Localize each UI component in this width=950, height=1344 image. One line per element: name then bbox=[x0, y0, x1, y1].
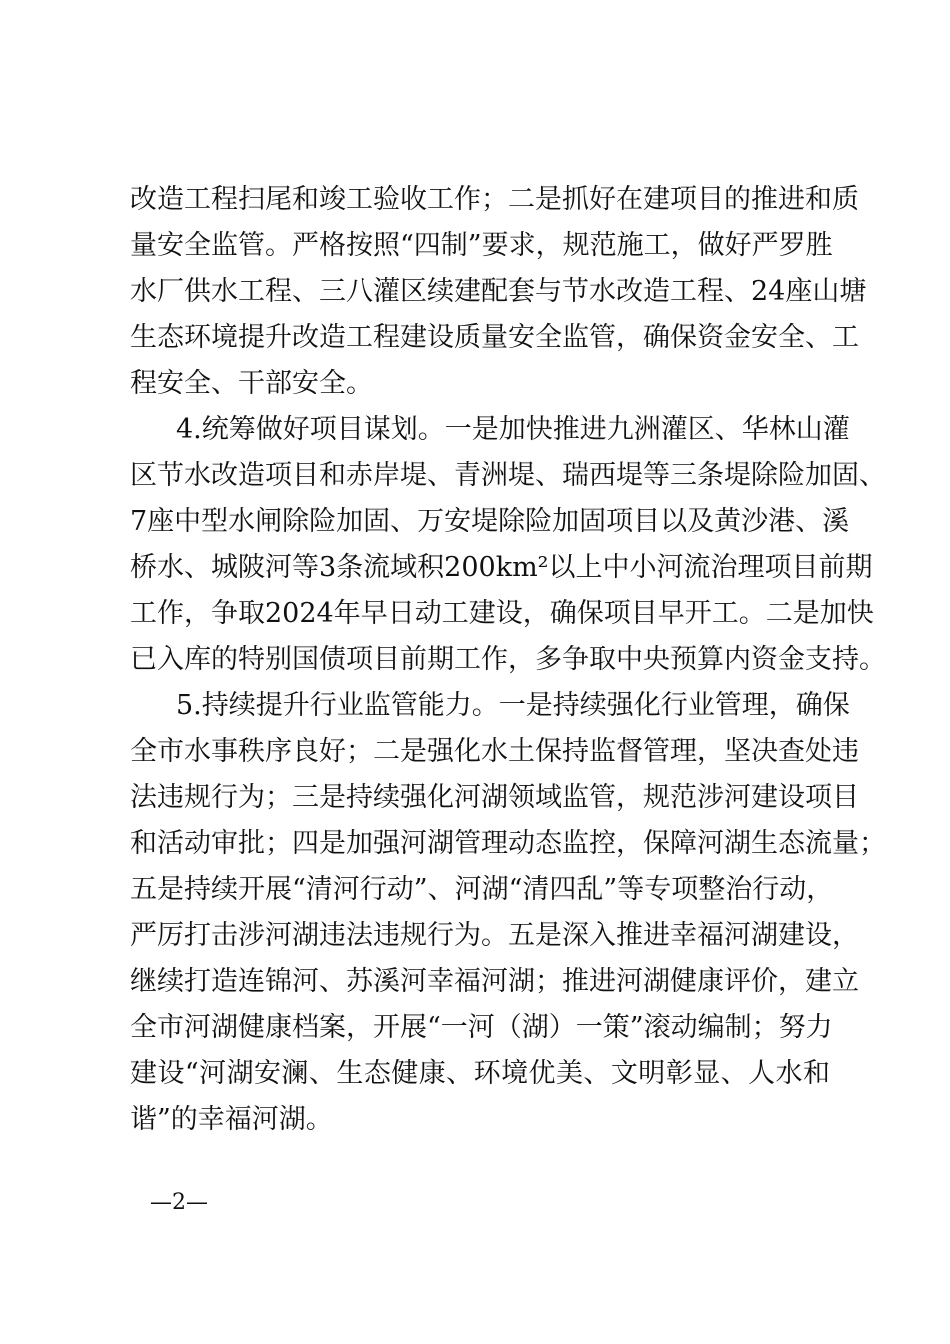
text-line: 全市水事秩序良好；二是强化水土保持监督管理，坚决查处违 bbox=[130, 736, 859, 767]
text-line: 全市河湖健康档案，开展“一河（湖）一策”滚动编制；努力 bbox=[130, 1012, 833, 1043]
text-line: 和活动审批；四是加强河湖管理动态监控，保障河湖生态流量； bbox=[130, 828, 886, 859]
paragraph-heading-4: 4.统筹做好项目谋划。一是加快推进九洲灌区、华林山灌 bbox=[176, 414, 850, 445]
text-line: 法违规行为；三是持续强化河湖领域监管，规范涉河建设项目 bbox=[130, 782, 859, 813]
text-line: 谐”的幸福河湖。 bbox=[130, 1104, 333, 1135]
text-line: 生态环境提升改造工程建设质量安全监管，确保资金安全、工 bbox=[130, 322, 859, 353]
text-line: 7座中型水闸除险加固、万安堤除险加固项目以及黄沙港、溪 bbox=[130, 506, 850, 537]
paragraph-heading-5: 5.持续提升行业监管能力。一是持续强化行业管理，确保 bbox=[176, 690, 850, 721]
text-line: 改造工程扫尾和竣工验收工作；二是抓好在建项目的推进和质 bbox=[130, 184, 859, 215]
text-line: 量安全监管。严格按照“四制”要求，规范施工，做好严罗胜 bbox=[130, 230, 833, 261]
text-line: 桥水、城陂河等3条流域积200km²以上中小河流治理项目前期 bbox=[130, 552, 873, 583]
text-line: 水厂供水工程、三八灌区续建配套与节水改造工程、24座山塘 bbox=[130, 276, 867, 307]
text-line: 工作，争取2024年早日动工建设，确保项目早开工。二是加快 bbox=[130, 598, 874, 629]
text-line: 区节水改造项目和赤岸堤、青洲堤、瑞西堤等三条堤除险加固、 bbox=[130, 460, 886, 491]
page-number: —2— bbox=[150, 1190, 208, 1215]
text-line: 建设“河湖安澜、生态健康、环境优美、文明彰显、人水和 bbox=[130, 1058, 830, 1089]
text-line: 严厉打击涉河湖违法违规行为。五是深入推进幸福河湖建设， bbox=[130, 920, 859, 951]
text-line: 五是持续开展“清河行动”、河湖“清四乱”等专项整治行动， bbox=[130, 874, 834, 905]
text-line: 程安全、干部安全。 bbox=[130, 368, 373, 399]
text-line: 继续打造连锦河、苏溪河幸福河湖；推进河湖健康评价，建立 bbox=[130, 966, 859, 997]
text-line: 已入库的特别国债项目前期工作，多争取中央预算内资金支持。 bbox=[130, 644, 886, 675]
